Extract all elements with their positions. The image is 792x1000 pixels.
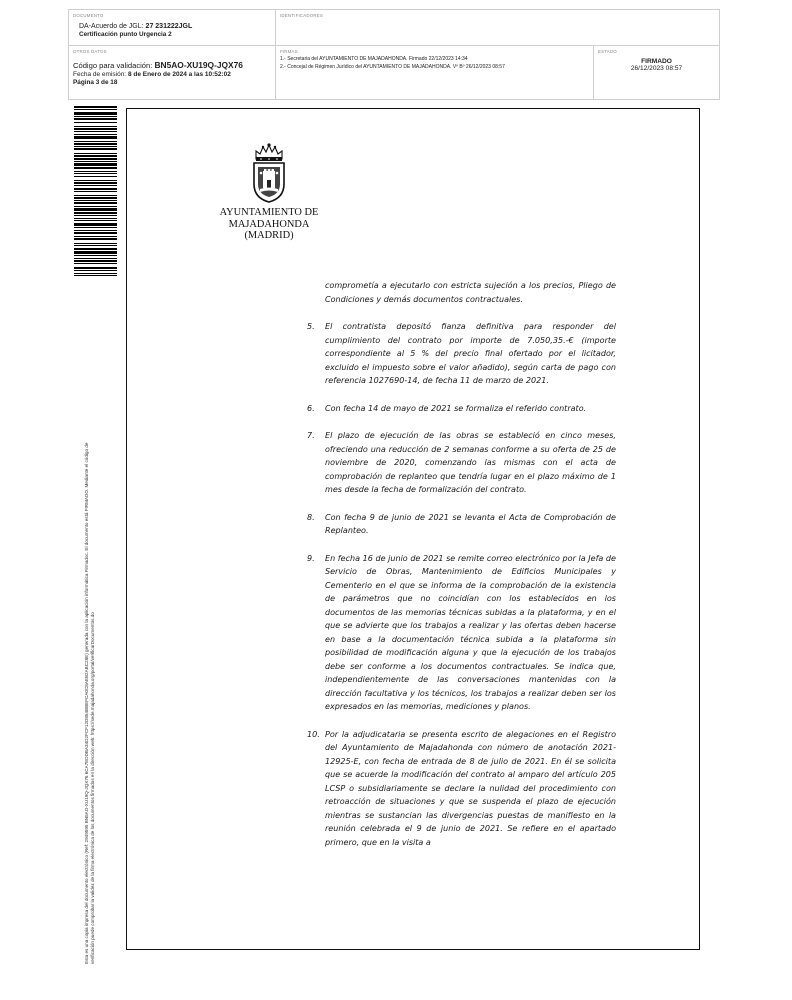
verification-side-text: [84, 296, 96, 964]
list-item: [300, 728, 616, 850]
side-text-line-2: verificación puede comprobar la validez de la firma electrónica de los documentos firmados en la dirección web: https://sede.majadahonda.org/portal/verificarDocumentos.do: [90, 612, 96, 964]
page-number: Página 3 de 18: [73, 79, 118, 86]
documento-cell: [69, 10, 276, 46]
list-item: [300, 511, 616, 538]
list-item-text: El contratista depositó fianza definitiva para responder del cumplimiento del contrato por importe de 7.050,35.-€ (importe correspondiente al 5 % del precio final ofertado por el licitador, excluido el impuesto sobre el valor añadido), según carta de pago con referencia 1027690-14, de fecha 11 de marzo de 2021.: [325, 322, 616, 385]
estado-cell: [594, 46, 719, 99]
list-item-number: 7.: [307, 431, 315, 440]
org-line-3: (MADRID): [244, 230, 294, 241]
firmas-cell: [276, 46, 594, 99]
list-item-number: 6.: [307, 403, 315, 413]
document-header: [68, 9, 720, 100]
fecha-emision: [73, 71, 271, 78]
documento-code: 27 231222JGL: [145, 23, 193, 30]
organization-name: [210, 207, 328, 242]
firma-2: 2.- Concejal de Régimen Jurídico del AYUNTAMIENTO DE MAJADAHONDA. Vº Bº 26/12/2023 08:57: [280, 64, 505, 70]
document-body: [300, 279, 616, 863]
coat-of-arms-icon: [250, 142, 288, 204]
list-item-number: 10.: [307, 729, 320, 739]
codigo-validacion: [73, 60, 271, 70]
documento-subtitle: Certificación punto Urgencia 2: [79, 31, 172, 38]
intro-paragraph: comprometía a ejecutarlo con estricta sujeción a los precios, Pliego de Condiciones y demás documentos contractuales.: [325, 281, 616, 304]
list-item-text: En fecha 16 de junio de 2021 se remite correo electrónico por la Jefa de Servicio de Obras, Mantenimiento de Edificios Municipales y Cementerio en el que se informa de la comprobación de la existencia de parámetros que no coincidían con los establecidos en los documentos de las memorias técnicas subidas a la plataforma, y en el que se advierte que los trabajos a realizar y las ofertas deben hacerse en base a la documentación técnica subida a la plataforma sin posibilidad de modificación alguna y que la ejecución de los trabajos debe ser conforme a los documentos contractuales. Se indica que, independientemente de las conversaciones mantenidas con la dirección facultativa y los técnicos, los trabajos a realizar deben ser los expresados en las memorias, mediciones y planos.: [325, 553, 616, 711]
documento-prefix: DA-Acuerdo de JGL:: [79, 23, 144, 30]
identificadores-cell: [276, 10, 719, 46]
side-text-line-1: Esta es una copia impresa del documento electrónico (Ref: 2949595 BN5AO-XU19Q-JQX76 6CA7EDDBA34D2FCF12D854BBEFCA0C8AEB2ABC28E) generada con la aplicación informática Firmadoc. El documento está FIRMADO. Mediante el código de: [84, 442, 89, 964]
list-item: [300, 320, 616, 388]
list-item-text: Por la adjudicataria se presenta escrito de alegaciones en el Registro del Ayuntamiento de Majadahonda con número de anotación 2021-12925-E, con fecha de entrada de 8 de julio de 2021. En él se solicita que se acuerde la modificación del contrato al amparo del artículo 205 LCSP o subsidiariamente se declare la nulidad del procedimiento con retroacción de situaciones y que se suspenda el plazo de ejecución mientras se sustancian las divergencias puestas de manifiesto en la reunión celebrada el 9 de junio de 2021. Se refiere en el apartado primero, que en la visita a: [325, 729, 616, 847]
estado-label: ESTADO: [598, 49, 617, 54]
fecha-value: 8 de Enero de 2024 a las 10:52:02: [127, 71, 231, 78]
list-item: [300, 552, 616, 714]
barcode: [74, 106, 117, 276]
estado-status: FIRMADO: [641, 58, 672, 65]
codigo-value: BN5AO-XU19Q-JQX76: [154, 60, 243, 70]
org-line-1: AYUNTAMIENTO DE: [219, 207, 319, 218]
codigo-prefix: Código para validación:: [73, 61, 153, 70]
otros-datos-label: OTROS DATOS: [73, 49, 107, 54]
list-item-text: El plazo de ejecución de las obras se estableció en cinco meses, ofreciendo una reducción de 2 semanas conforme a su oferta de 25 de noviembre de 2020, comenzando las mismas con el acta de comprobación de replanteo que tendría lugar en el plazo máximo de 1 mes desde la fecha de formalización del contrato.: [325, 431, 616, 494]
list-item: [300, 429, 616, 497]
documento-title: [79, 23, 271, 30]
estado-value: [598, 58, 715, 72]
fecha-prefix: Fecha de emisión:: [73, 71, 127, 78]
otros-datos-cell: [69, 46, 276, 99]
list-item-text: Con fecha 14 de mayo de 2021 se formaliza el referido contrato.: [325, 403, 587, 413]
barcode-bar: [74, 275, 117, 276]
documento-label: DOCUMENTO: [73, 13, 104, 18]
estado-date: 26/12/2023 08:57: [630, 65, 683, 72]
firma-1: 1.- Secretaria del AYUNTAMIENTO DE MAJADAHONDA. Firmado 22/12/2023 14:34: [280, 56, 468, 62]
list-item-number: 5.: [307, 322, 315, 331]
firmas-label: FIRMAS: [280, 49, 298, 54]
list-item-number: 9.: [307, 553, 315, 563]
org-line-2: MAJADAHONDA: [228, 218, 310, 230]
list-item-text: Con fecha 9 de junio de 2021 se levanta el Acta de Comprobación de Replanteo.: [325, 512, 616, 535]
list-item-number: 8.: [307, 512, 315, 522]
identificadores-label: IDENTIFICADORES: [280, 13, 324, 18]
list-item: [300, 402, 616, 416]
